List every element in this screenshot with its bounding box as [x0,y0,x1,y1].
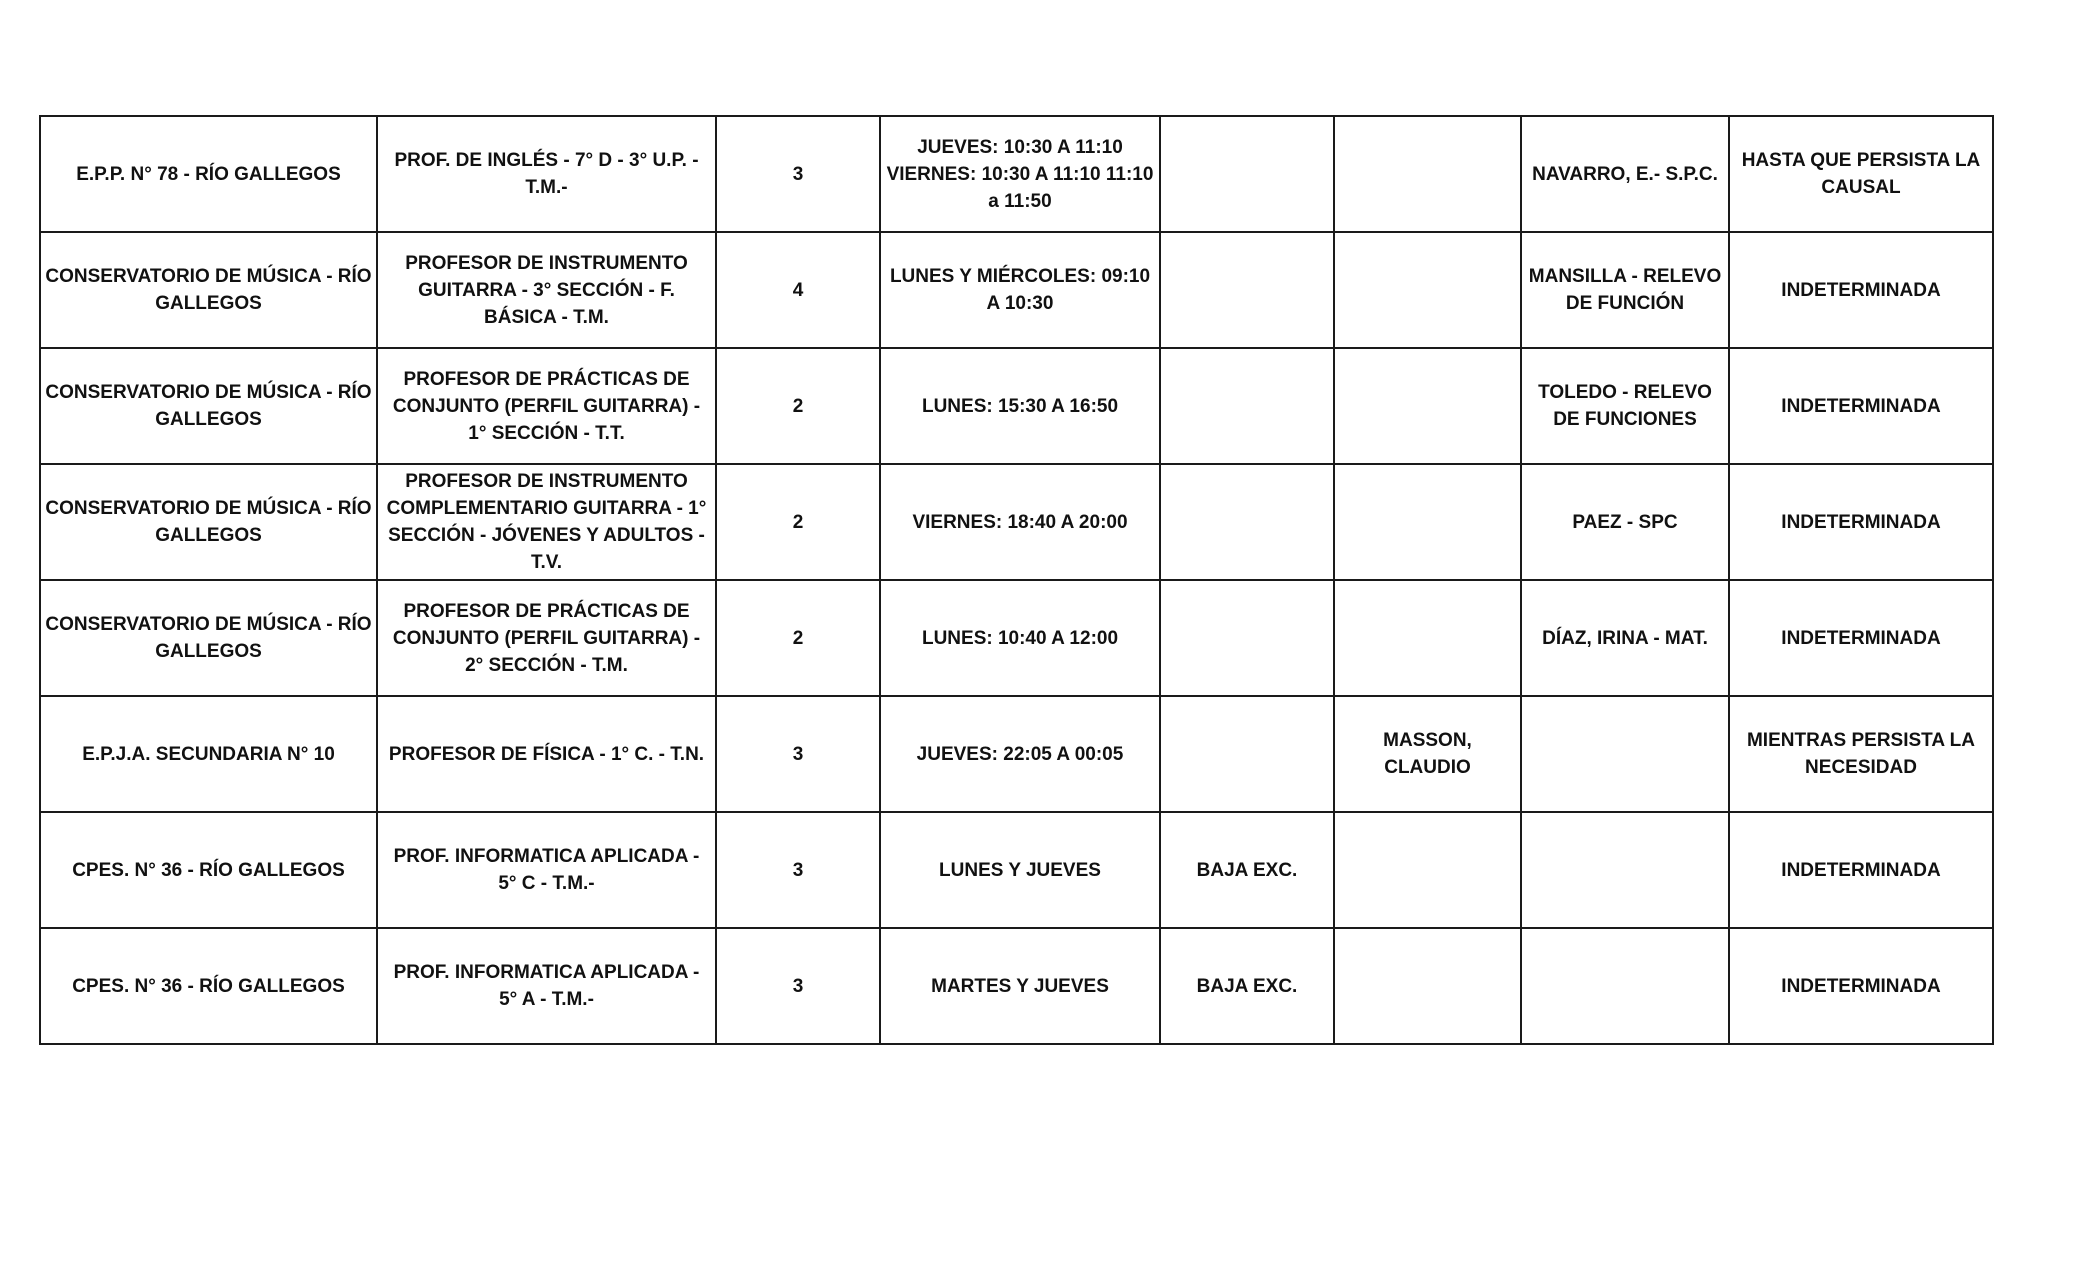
school-cell-text: CONSERVATORIO DE MÚSICA - RÍO GALLEGOS [45,498,372,546]
schedule-cell-text: MARTES Y JUEVES [931,975,1109,997]
school-cell [40,580,377,696]
schedule-cell [880,580,1160,696]
schedule-cell-text: LUNES Y JUEVES [939,859,1101,881]
hours-cell-text: 2 [792,511,804,533]
school-cell [40,928,377,1044]
position-cell [377,116,716,232]
position-cell-text: PROF. INFORMATICA APLICADA - 5° C - T.M.- [393,846,700,894]
assigned-teacher-cell [1334,232,1521,348]
schedule-cell-text: VIERNES: 18:40 A 20:00 [912,511,1128,533]
table-row [40,928,1993,1044]
hours-cell [716,464,880,580]
replacement-reason-cell-text: MANSILLA - RELEVO DE FUNCIÓN [1528,266,1722,314]
position-cell [377,348,716,464]
hours-cell [716,580,880,696]
school-cell-text: CONSERVATORIO DE MÚSICA - RÍO GALLEGOS [45,266,372,314]
status-cell [1160,464,1334,580]
status-cell-text: BAJA EXC. [1196,859,1298,881]
assigned-teacher-cell [1334,464,1521,580]
position-cell-text: PROFESOR DE INSTRUMENTO COMPLEMENTARIO GUITARRA - 1° SECCIÓN - JÓVENES Y ADULTOS - T.V. [386,471,707,573]
position-cell-text: PROF. DE INGLÉS - 7° D - 3° U.P. - T.M.- [394,150,699,198]
schedule-cell [880,928,1160,1044]
duration-cell [1729,348,1993,464]
duration-cell [1729,464,1993,580]
school-cell-text: E.P.P. N° 78 - RÍO GALLEGOS [76,163,341,185]
position-cell-text: PROF. INFORMATICA APLICADA - 5° A - T.M.- [393,962,700,1010]
position-cell [377,464,716,580]
duration-cell-text: INDETERMINADA [1781,859,1941,881]
school-cell-text: CONSERVATORIO DE MÚSICA - RÍO GALLEGOS [45,382,372,430]
schedule-cell [880,348,1160,464]
replacement-reason-cell [1521,464,1729,580]
position-cell [377,232,716,348]
status-cell [1160,116,1334,232]
table-row [40,580,1993,696]
hours-cell [716,928,880,1044]
status-cell [1160,348,1334,464]
duration-cell-text: INDETERMINADA [1781,627,1941,649]
school-cell-text: CONSERVATORIO DE MÚSICA - RÍO GALLEGOS [45,614,372,662]
hours-cell-text: 3 [792,163,804,185]
school-cell [40,812,377,928]
hours-cell [716,116,880,232]
schedule-cell-text: LUNES: 10:40 A 12:00 [921,627,1119,649]
hours-cell-text: 4 [792,279,804,301]
status-cell-text: BAJA EXC. [1196,975,1298,997]
status-cell [1160,812,1334,928]
duration-cell [1729,580,1993,696]
hours-cell-text: 3 [792,859,804,881]
duration-cell [1729,928,1993,1044]
replacement-reason-cell-text: NAVARRO, E.- S.P.C. [1532,163,1718,185]
schedule-cell [880,116,1160,232]
replacement-reason-cell [1521,580,1729,696]
replacement-reason-cell [1521,116,1729,232]
table-row [40,696,1993,812]
replacement-reason-cell-text: DÍAZ, IRINA - MAT. [1542,627,1708,649]
school-cell-text: E.P.J.A. SECUNDARIA N° 10 [82,743,335,765]
school-cell [40,696,377,812]
duration-cell-text: INDETERMINADA [1781,279,1941,301]
assigned-teacher-cell [1334,580,1521,696]
school-cell-text: CPES. N° 36 - RÍO GALLEGOS [72,859,345,881]
assigned-teacher-cell [1334,928,1521,1044]
hours-cell [716,696,880,812]
schedule-cell [880,812,1160,928]
table-row [40,232,1993,348]
school-cell [40,464,377,580]
table-row [40,116,1993,232]
replacement-reason-cell [1521,696,1729,812]
position-cell [377,928,716,1044]
position-cell [377,696,716,812]
table-row [40,464,1993,580]
school-cell [40,348,377,464]
replacement-reason-cell [1521,928,1729,1044]
position-cell-text: PROFESOR DE INSTRUMENTO GUITARRA - 3° SECCIÓN - F. BÁSICA - T.M. [405,252,688,328]
hours-cell [716,232,880,348]
duration-cell-text: INDETERMINADA [1781,975,1941,997]
hours-cell-text: 2 [792,627,804,649]
position-cell [377,812,716,928]
schedule-cell-text: JUEVES: 22:05 A 00:05 [916,743,1124,765]
duration-cell-text: MIENTRAS PERSISTA LA NECESIDAD [1746,730,1975,778]
position-cell-text: PROFESOR DE PRÁCTICAS DE CONJUNTO (PERFIL GUITARRA) - 1° SECCIÓN - T.T. [392,368,701,444]
replacement-reason-cell-text: TOLEDO - RELEVO DE FUNCIONES [1538,382,1712,430]
assigned-teacher-cell-text: MASSON, CLAUDIO [1383,730,1472,778]
table-row [40,348,1993,464]
status-cell [1160,696,1334,812]
replacement-reason-cell [1521,232,1729,348]
school-cell [40,116,377,232]
duration-cell-text: INDETERMINADA [1781,511,1941,533]
hours-cell-text: 2 [792,395,804,417]
replacement-reason-cell [1521,348,1729,464]
assigned-teacher-cell [1334,812,1521,928]
status-cell [1160,232,1334,348]
duration-cell-text: INDETERMINADA [1781,395,1941,417]
schedule-cell [880,232,1160,348]
vacancy-table [39,115,1994,1045]
replacement-reason-cell [1521,812,1729,928]
schedule-cell [880,696,1160,812]
schedule-cell-text: LUNES Y MIÉRCOLES: 09:10 A 10:30 [889,266,1151,314]
assigned-teacher-cell [1334,348,1521,464]
replacement-reason-cell-text: PAEZ - SPC [1572,511,1678,533]
hours-cell [716,812,880,928]
position-cell [377,580,716,696]
position-cell-text: PROFESOR DE FÍSICA - 1° C. - T.N. [388,743,705,765]
position-cell-text: PROFESOR DE PRÁCTICAS DE CONJUNTO (PERFIL GUITARRA) - 2° SECCIÓN - T.M. [392,600,701,676]
duration-cell [1729,812,1993,928]
hours-cell-text: 3 [792,743,804,765]
school-cell [40,232,377,348]
hours-cell-text: 3 [792,975,804,997]
duration-cell [1729,696,1993,812]
duration-cell [1729,116,1993,232]
table-row [40,812,1993,928]
duration-cell [1729,232,1993,348]
table-body [40,116,1993,1044]
schedule-cell-text: LUNES: 15:30 A 16:50 [921,395,1119,417]
hours-cell [716,348,880,464]
schedule-cell [880,464,1160,580]
status-cell [1160,580,1334,696]
assigned-teacher-cell [1334,696,1521,812]
assigned-teacher-cell [1334,116,1521,232]
duration-cell-text: HASTA QUE PERSISTA LA CAUSAL [1741,150,1981,198]
school-cell-text: CPES. N° 36 - RÍO GALLEGOS [72,975,345,997]
schedule-cell-text: JUEVES: 10:30 A 11:10 VIERNES: 10:30 A 11:10 11:10 a 11:50 [886,136,1154,212]
status-cell [1160,928,1334,1044]
